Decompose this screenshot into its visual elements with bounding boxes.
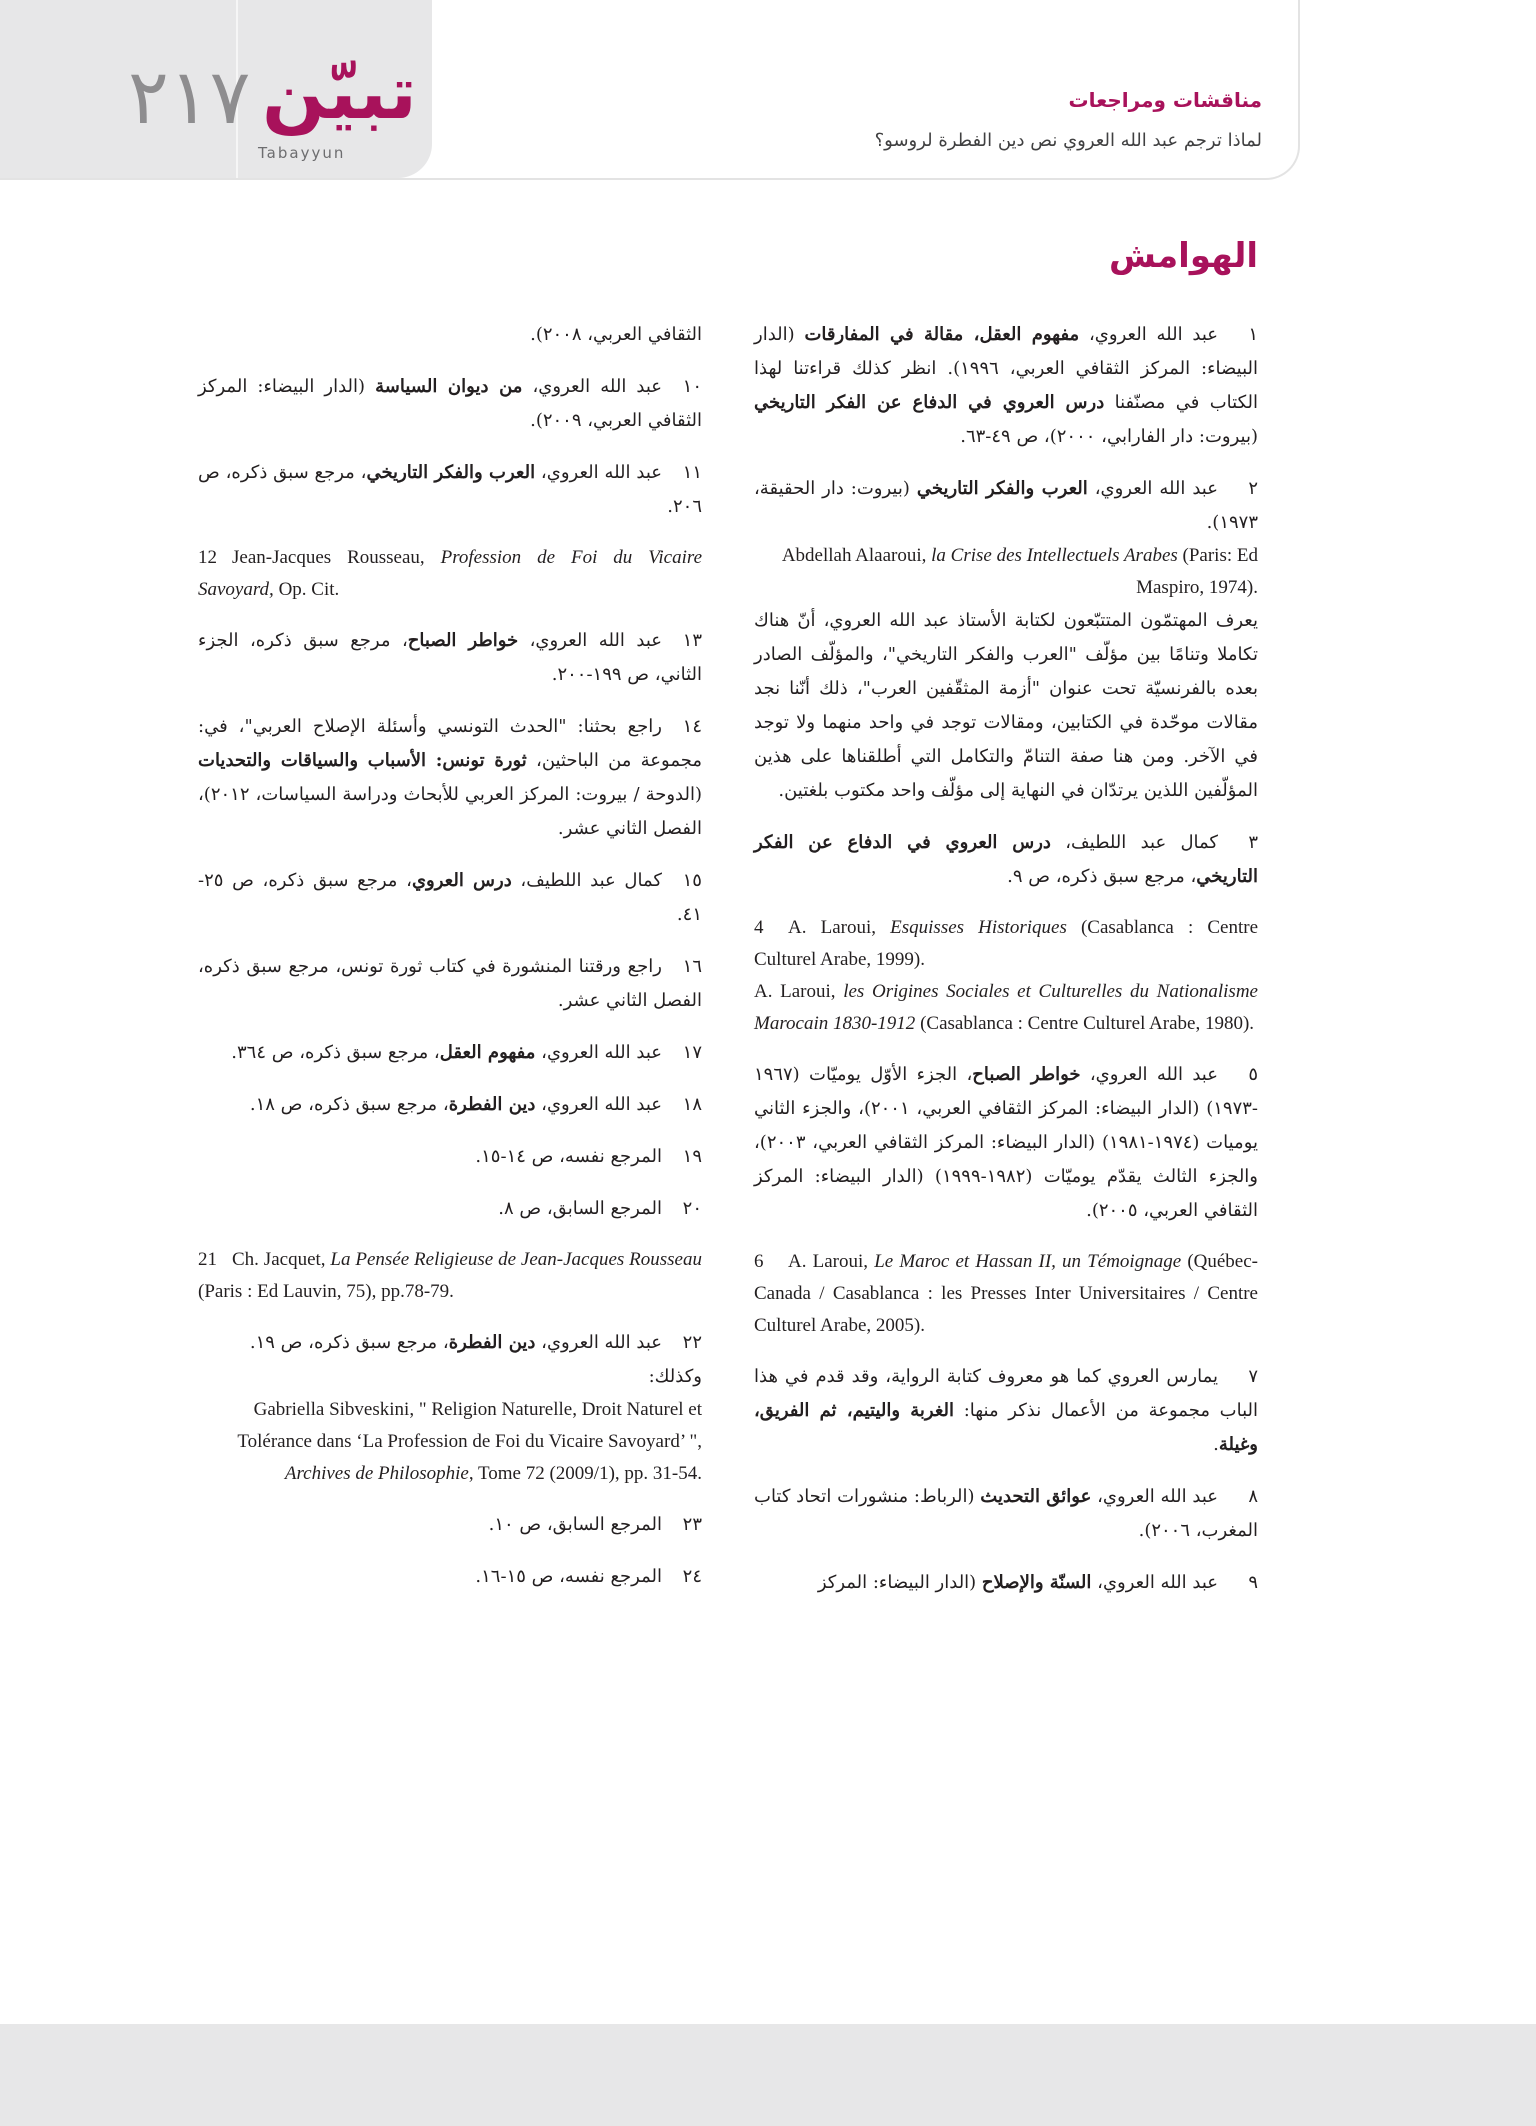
footnote: ١٠عبد الله العروي، من ديوان السياسة (الدار البيضاء: المركز الثقافي العربي، ٢٠٠٩). <box>198 376 703 431</box>
footnote: ١٨عبد الله العروي، دين الفطرة، مرجع سبق ذكره، ص ١٨. <box>249 1094 702 1115</box>
section-name: مناقشات ومراجعات <box>1068 88 1262 112</box>
footnote: ٣كمال عبد اللطيف، درس العروي في الدفاع عن الفكر التاريخي، مرجع سبق ذكره، ص ٩. <box>754 832 1258 887</box>
footnote: 21 Ch. Jacquet, La Pensée Religieuse de Jean-Jacques Rousseau (Paris : Ed Lauvin, 75), pp.78-79. <box>198 1249 702 1302</box>
footnote-latin-ref: A. Laroui, les Origines Sociales et Culturelles du Nationalisme Marocain 1830-1912 (Casablanca : Centre Culturel Arabe, 1980). <box>754 981 1258 1034</box>
footnote-paragraph: يعرف المهتمّون المتتبّعون لكتابة الأستاذ عبد الله العروي، أنّ هناك تكاملا وتنامًا بين مؤلّف "العرب والفكر التاريخي"، والمؤلّف الصادر بعده بالفرنسيّة تحت عنوان "أزمة المثقّفين العرب"، ذلك أنّنا نجد مقالات موحّدة في الكتابين، ومقالات توجد في واحد منهما ولا توجد في الآخر. ومن هنا صفة التنامّ والتكامل التي أطلقناها على هذين المؤلّفين اللذين يرتدّان في النهاية إلى مؤلّف واحد مكتوب بلغتين. <box>754 610 1258 801</box>
footnote: ١٥كمال عبد اللطيف، درس العروي، مرجع سبق ذكره، ص ٢٥- ٤١. <box>198 870 702 925</box>
footnote: ٢٠المرجع السابق، ص ٨. <box>498 1198 702 1219</box>
footnote: ١٤راجع بحثنا: "الحدث التونسي وأسئلة الإصلاح العربي"، في: مجموعة من الباحثين، ثورة تونس: الأسباب والسياقات والتحديات (الدوحة / بيروت: المركز العربي للأبحاث ودراسة السياسات، ٢٠١٢)، الفصل الثاني عشر. <box>198 716 702 839</box>
logo-block <box>0 0 432 178</box>
footnote-continuation: الثقافي العربي، ٢٠٠٨). <box>530 324 702 345</box>
footnote: ٧يمارس العروي كما هو معروف كتابة الرواية، وقد قدم في هذا الباب مجموعة من الأعمال نذكر منها: الغربة واليتيم، ثم الفريق، وغيلة. <box>754 1366 1258 1455</box>
footnote: ٩عبد الله العروي، السنّة والإصلاح (الدار البيضاء: المركز <box>817 1572 1258 1593</box>
footnote: ١٦راجع ورقتنا المنشورة في كتاب ثورة تونس، مرجع سبق ذكره، الفصل الثاني عشر. <box>198 956 702 1011</box>
footnote: 4 A. Laroui, Esquisses Historiques (Casablanca : Centre Culturel Arabe, 1999). A. Laroui, les Origines Sociales et Culturelles du Nationalisme Marocain 1830-1912 (Casablanca : Centre Culturel Arabe, 1980). <box>754 912 1258 1040</box>
footnote: ٢٤المرجع نفسه، ص ١٥-١٦. <box>475 1566 702 1587</box>
footnote: ٢٢عبد الله العروي، دين الفطرة، مرجع سبق ذكره، ص ١٩. وكذلك: Gabriella Sibveskini, " Religion Naturelle, Droit Naturel et Tolérance dans ‘La Profession de Foi du Vicaire Savoyard’ ", Archives de Philosophie, Tome 72 (2009/1), pp. 31-54. <box>198 1326 702 1490</box>
footnote: ٨عبد الله العروي، عوائق التحديث (الرباط: منشورات اتحاد كتاب المغرب، ٢٠٠٦). <box>754 1486 1258 1541</box>
footnote-paragraph: وكذلك: <box>648 1366 702 1387</box>
journal-logo: تبيّن <box>262 50 417 136</box>
notes-column-right <box>754 318 1258 1618</box>
footnote: ٥عبد الله العروي، خواطر الصباح، الجزء الأوّل يوميّات (١٩٦٧ -١٩٧٣) (الدار البيضاء: المركز الثقافي العربي، ٢٠٠١)، والجزء الثاني يوميات (١٩٧٤-١٩٨١) (الدار البيضاء: المركز الثقافي العربي، ٢٠٠٣)، والجزء الثالث يقدّم يوميّات (١٩٨٢-١٩٩٩) (الدار البيضاء: المركز الثقافي العربي، ٢٠٠٥). <box>754 1064 1258 1221</box>
footnote: ١عبد الله العروي، مفهوم العقل، مقالة في المفارقات (الدار البيضاء: المركز الثقافي العربي، ١٩٩٦). انظر كذلك قراءتنا لهذا الكتاب في مصنّفنا درس العروي في الدفاع عن الفكر التاريخي (بيروت: دار الفارابي، ٢٠٠٠)، ص ٤٩-٦٣. <box>754 324 1259 447</box>
notes-column-left <box>198 318 702 1612</box>
page-footer <box>0 2024 1536 2126</box>
footnote: ١٧عبد الله العروي، مفهوم العقل، مرجع سبق ذكره، ص ٣٦٤. <box>231 1042 702 1063</box>
footnote: 12 Jean-Jacques Rousseau, Profession de Foi du Vicaire Savoyard, Op. Cit. <box>198 547 702 600</box>
footnote: ١٩المرجع نفسه، ص ١٤-١٥. <box>475 1146 702 1167</box>
journal-logo-latin: Tabayyun <box>258 144 346 162</box>
footnote: ٢عبد الله العروي، العرب والفكر التاريخي (بيروت: دار الحقيقة، ١٩٧٣). Abdellah Alaaroui, la Crise des Intellectuels Arabes (Paris: Ed Maspiro, 1974). يعرف المهتمّون المتتبّعون لكتابة الأستاذ عبد الله العروي، أنّ هناك تكاملا وتنامًا بين مؤلّف "العرب والفكر التاريخي"، والمؤلّف الصادر بعده بالفرنسيّة تحت عنوان "أزمة المثقّفين العرب"، ذلك أنّنا نجد مقالات موحّدة في الكتابين، ومقالات توجد في واحد منهما ولا توجد في الآخر. ومن هنا صفة التنامّ والتكامل التي أطلقناها على هذين المؤلّفين اللذين يرتدّان في النهاية إلى مؤلّف واحد مكتوب بلغتين. <box>754 472 1258 808</box>
footnote: ١٣عبد الله العروي، خواطر الصباح، مرجع سبق ذكره، الجزء الثاني، ص ١٩٩-٢٠٠. <box>198 630 702 685</box>
footnote-latin-ref: Abdellah Alaaroui, la Crise des Intellectuels Arabes (Paris: Ed Maspiro, 1974). <box>781 545 1258 598</box>
footnote-latin-ref: Gabriella Sibveskini, " Religion Naturelle, Droit Naturel et Tolérance dans ‘La Profession de Foi du Vicaire Savoyard’ ", Archives de Philosophie, Tome 72 (2009/1), pp. 31-54. <box>237 1399 702 1484</box>
footnote: ٢٣المرجع السابق، ص ١٠. <box>488 1514 702 1535</box>
notes-heading: الهوامش <box>1109 236 1258 276</box>
footnote: 6 A. Laroui, Le Maroc et Hassan II, un Témoignage (Québec-Canada / Casablanca : les Presses Inter Universitaires / Centre Culturel Arabe, 2005). <box>754 1251 1258 1336</box>
footnote: ١١عبد الله العروي، العرب والفكر التاريخي، مرجع سبق ذكره، ص ٢٠٦. <box>198 462 702 517</box>
running-article-title: لماذا ترجم عبد الله العروي نص دين الفطرة لروسو؟ <box>874 130 1262 151</box>
page-number: ٢١٧ <box>128 52 251 141</box>
